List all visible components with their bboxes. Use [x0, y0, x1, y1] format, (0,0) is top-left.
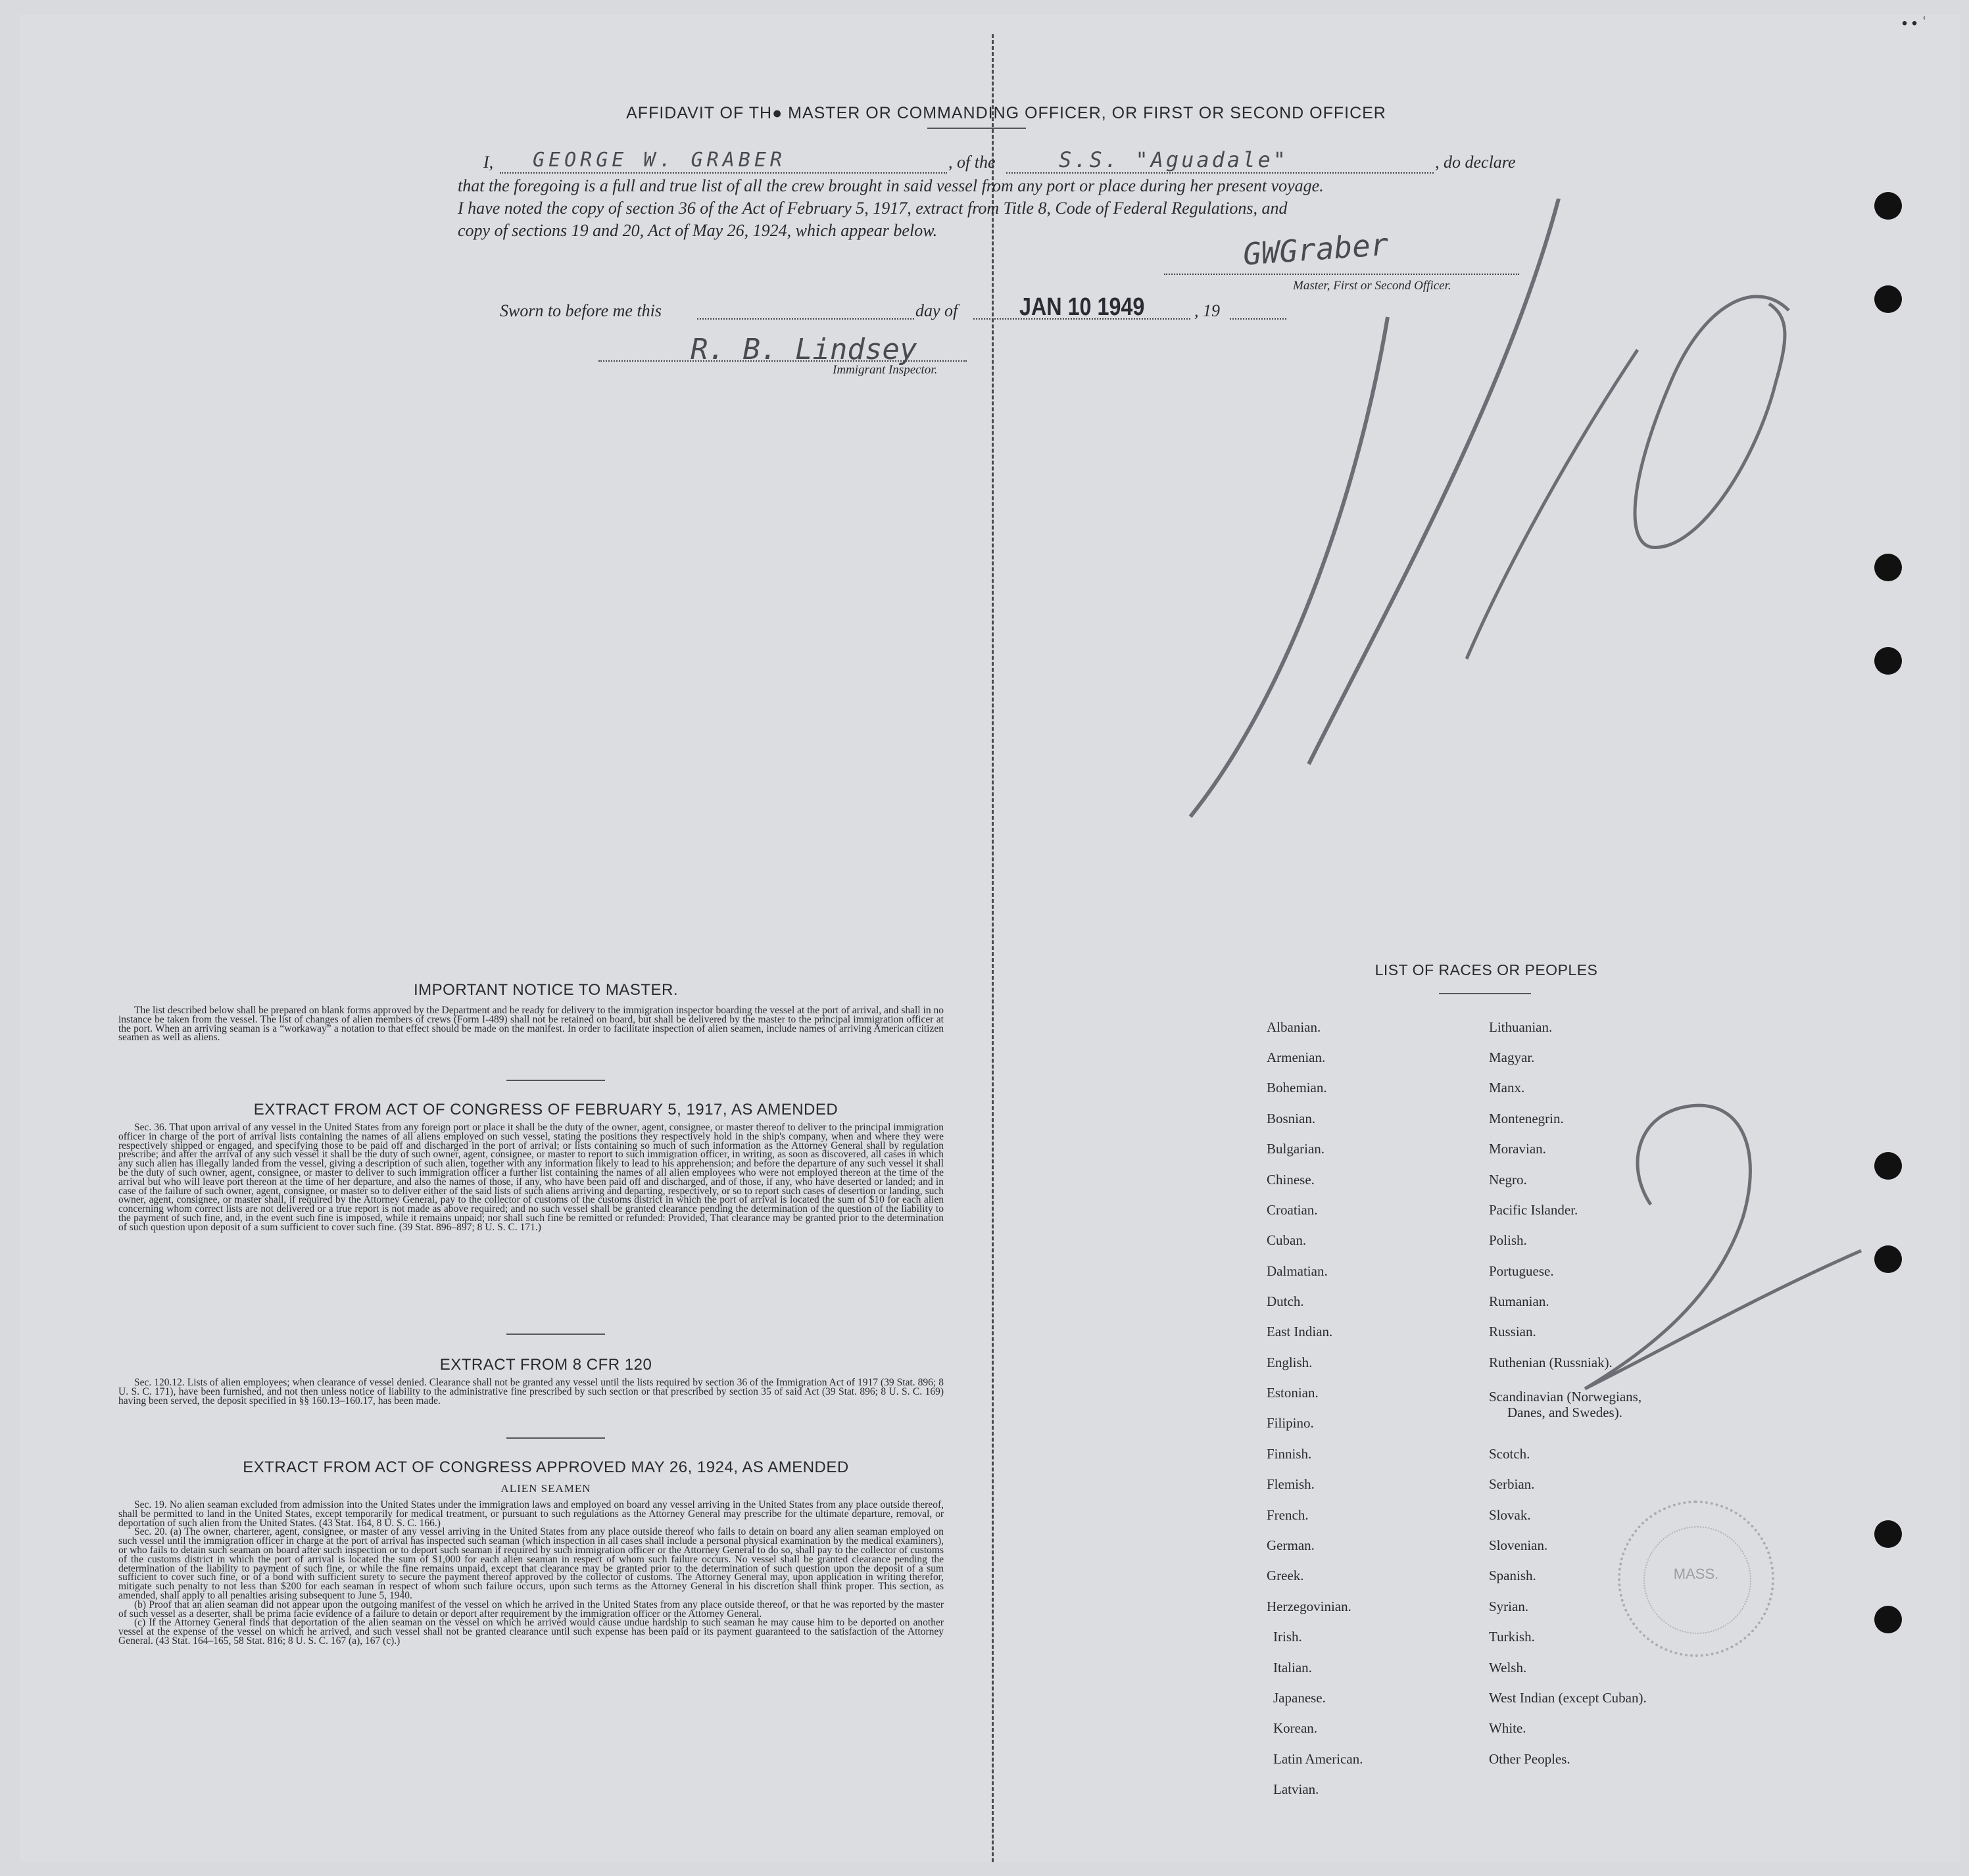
races-title: LIST OF RACES OR PEOPLES [1374, 961, 1598, 978]
race-item: Latin American. [1273, 1751, 1363, 1767]
year-label: , 19 [1194, 301, 1220, 320]
race-item: Lithuanian. [1489, 1019, 1553, 1035]
race-item: Polish. [1489, 1232, 1527, 1248]
race-item: Slovak. [1489, 1507, 1531, 1523]
race-item: Scotch. [1489, 1446, 1530, 1462]
extract-1917-body [118, 1123, 944, 1232]
inspector-caption: Immigrant Inspector. [833, 363, 938, 377]
extract-cfr-body [118, 1378, 944, 1405]
race-item: Chinese. [1267, 1172, 1315, 1188]
binder-hole [1874, 1245, 1902, 1273]
race-item: English. [1267, 1355, 1313, 1370]
race-item: Montenegrin. [1489, 1111, 1564, 1126]
notice-body [118, 1006, 944, 1042]
binder-hole [1874, 554, 1902, 581]
notice-paragraph: The list described below shall be prepared on blank forms approved by the Department and be ready for delivery to the immigration inspector boarding the vessel at the port of arrival, and shall in no instance be taken from the vessel. The list of changes of alien members of crews (Form I-489) shall not be retained on board, but shall be delivered by the master to the principal immigration officer at the port. When an arriving seaman is a “workaway” a notation to that effect should be made on the manifest. In order to facilitate inspection of alien seamen, include names of arriving American citizen seamen as well as aliens. [118, 1005, 944, 1044]
race-item: Dutch. [1267, 1293, 1304, 1309]
date-stamp: JAN 10 1949 [1019, 293, 1145, 321]
handwritten-count-top [1138, 199, 1795, 830]
race-item: Russian. [1489, 1324, 1536, 1339]
alien-seamen-subtitle: ALIEN SEAMEN [500, 1482, 591, 1495]
name-dotline [500, 172, 947, 174]
race-item: Croatian. [1267, 1202, 1318, 1218]
race-item: Scandinavian (Norwegians, [1489, 1389, 1642, 1405]
race-item: Finnish. [1267, 1446, 1312, 1462]
race-item: White. [1489, 1720, 1526, 1736]
notice-rule [506, 1080, 605, 1081]
race-item: German. [1267, 1537, 1315, 1553]
race-item: Flemish. [1267, 1476, 1315, 1492]
pencil-mark-svg [1138, 199, 1795, 830]
faint-seal-stamp [1618, 1501, 1774, 1657]
binder-hole [1874, 192, 1902, 220]
corner-mark: • • ʿ [1901, 14, 1927, 32]
race-item: Spanish. [1489, 1568, 1536, 1583]
sec20b-paragraph: (b) Proof that an alien seaman did not appear upon the outgoing manifest of the vessel on which he arrived in the United States from any place outside thereof, or that he was reported by the master of such vessel as a deserter, shall be prima facie evidence of a failure to detain or deport after requirement by the immigration officer or the Attorney General. [118, 1599, 944, 1620]
vessel-dotline [1006, 172, 1434, 174]
sec19-paragraph: Sec. 19. No alien seaman excluded from admission into the United States under the immigration laws and employed on board any vessel arriving in the United States from any place outside thereof, shall be permitted to land in the United States, except temporarily for medical treatment, or pursuant to such regulations as the Attorney General may prescribe for the ultimate departure, removal, or deportation of such alien from the United States. (43 Stat. 164, 8 U. S. C. 166.) [118, 1499, 944, 1529]
race-item: Albanian. [1267, 1019, 1321, 1035]
race-item: Italian. [1273, 1660, 1312, 1675]
declaration-line-4: copy of sections 19 and 20, Act of May 26, 1924, which appear below. [458, 221, 938, 240]
extract-1917-title: EXTRACT FROM ACT OF CONGRESS OF FEBRUARY 5, 1917, AS AMENDED [253, 1101, 839, 1118]
binder-hole [1874, 1520, 1902, 1548]
sworn-label: Sworn to before me this [500, 301, 662, 320]
race-item: Other Peoples. [1489, 1751, 1570, 1767]
race-item: East Indian. [1267, 1324, 1333, 1339]
race-item: Bosnian. [1267, 1111, 1316, 1126]
inspector-signature: R. B. Lindsey [691, 333, 917, 366]
officer-name: GEORGE W. GRABER [533, 149, 786, 172]
extract-1924-body [118, 1501, 944, 1646]
master-signature: GWGraber [1242, 226, 1390, 272]
title-rule [927, 128, 1026, 129]
race-item: Bohemian. [1267, 1080, 1327, 1095]
race-item: Negro. [1489, 1172, 1527, 1188]
race-item: Ruthenian (Russniak). [1489, 1355, 1613, 1370]
binder-hole [1874, 1152, 1902, 1180]
race-item: Danes, and Swedes). [1507, 1405, 1622, 1420]
race-item: Syrian. [1489, 1599, 1529, 1614]
race-item: Moravian. [1489, 1141, 1546, 1157]
race-item: Manx. [1489, 1080, 1525, 1095]
race-item: Dalmatian. [1267, 1263, 1328, 1279]
signature-caption: Master, First or Second Officer. [1293, 279, 1451, 293]
day-of-label: day of [915, 301, 958, 320]
vessel-name: S.S. "Aguadale" [1059, 147, 1288, 172]
of-the-label: , of the [948, 153, 996, 172]
race-item: Herzegovinian. [1267, 1599, 1351, 1614]
sec36-paragraph: Sec. 36. That upon arrival of any vessel in the United States from any foreign port or place it shall be the duty of the owner, agent, consignee, or master thereof to deliver to the principal immigration officer in charge of the port of arrival lists containing the names of all aliens employed on such vessel, stating the positions they respectively hold in the ship's company, when and where they were respectively shipped or engaged, and specifying those to be paid off and discharged in the port of arrival; or lists containing so much of such information as the Attorney General shall by regulation prescribe; and after the arrival of any such vessel it shall be the duty of such owner, agent, consignee, or master to report to such immigration officer, in writing, as soon as discovered, all cases in which any such alien has illegally landed from the vessel, giving a description of such alien, together with any information likely to lead to his apprehension; and before the departure of any such vessel it shall be the duty of such owner, agent, consignee, or master to deliver to such immigration officer a further list containing the names of all alien employees who were not employed thereon at the time of the arrival but who will leave port thereon at the time of her departure, and also the names of those, if any, who have been paid off and discharged, and of those, if any, who have deserted or landed; and in case of the failure of such owner, agent, consignee, or master so to deliver either of the said lists of such aliens arriving and departing, respectively, or so to report such cases of desertion or landing, such owner, agent, consignee, or master shall, if required by the Attorney General, pay to the collector of customs of the customs district in which the port of arrival is located the sum of $10 for each alien concerning whom correct lists are not delivered or a true report is not made as above required; and no such vessel shall be granted clearance pending the determination of the question of the liability to the payment of such fine, and, in the event such fine is imposed, while it remains unpaid; nor shall such fine be remitted or refunded: Provided, That clearance may be granted prior to the determination of such question upon deposit of a sum sufficient to cover such fine. (39 Stat. 896–897; 8 U. S. C. 171.) [118, 1122, 944, 1233]
race-item: Korean. [1273, 1720, 1318, 1736]
race-item: Irish. [1273, 1629, 1302, 1645]
notice-title: IMPORTANT NOTICE TO MASTER. [414, 981, 678, 999]
race-item: Latvian. [1273, 1781, 1319, 1797]
race-item: Cuban. [1267, 1232, 1307, 1248]
affidavit-title: AFFIDAVIT OF TH● MASTER OR COMMANDING OFFICER, OR FIRST OR SECOND OFFICER [626, 104, 1386, 122]
binder-hole [1874, 1606, 1902, 1633]
i-label: I, [483, 153, 494, 172]
center-fold [992, 34, 994, 1862]
declaration-line-2: that the foregoing is a full and true list of all the crew brought in said vessel from any port or place during her present voyage. [458, 176, 1324, 195]
race-item: West Indian (except Cuban). [1489, 1690, 1647, 1706]
binder-hole [1874, 647, 1902, 675]
sworn-day-dotline [697, 318, 914, 320]
declaration-line-3: I have noted the copy of section 36 of the Act of February 5, 1917, extract from Title 8, Code of Federal Regulations, and [458, 199, 1288, 218]
race-item: Estonian. [1267, 1385, 1319, 1401]
race-item: Slovenian. [1489, 1537, 1548, 1553]
document-page [20, 14, 1960, 1862]
race-item: Magyar. [1489, 1049, 1535, 1065]
inspector-dotline [598, 360, 967, 362]
race-item: Turkish. [1489, 1629, 1535, 1645]
race-item: Welsh. [1489, 1660, 1527, 1675]
race-item: Armenian. [1267, 1049, 1326, 1065]
race-item: Japanese. [1273, 1690, 1326, 1706]
extract-cfr-rule [506, 1437, 605, 1439]
sec20c-paragraph: (c) If the Attorney General finds that deportation of the alien seaman on the vessel on which he arrived would cause undue hardship to such seaman he may cause him to be deported on another vessel at the expense of the vessel on which he arrived, and such vessel shall not be granted clearance until such expense has been paid or its payment guaranteed to the satisfaction of the Attorney General. (43 Stat. 164–165, 58 Stat. 816; 8 U. S. C. 167 (a), 167 (c).) [118, 1617, 944, 1647]
race-item: French. [1267, 1507, 1309, 1523]
binder-hole [1874, 285, 1902, 313]
race-item: Greek. [1267, 1568, 1304, 1583]
sec20a-paragraph: Sec. 20. (a) The owner, charterer, agent, consignee, or master of any vessel arriving in the United States from any place outside thereof who fails to detain on board any alien seaman employed on such vessel until the immigration officer in charge at the port of arrival has inspected such seaman (which inspection in all cases shall include a personal physical examination by the medical examiners), or who fails to detain such seaman on board after such inspection or to deport such seaman if required by such immigration officer or the Attorney General to do so, shall pay to the collector of customs of the customs district in which the port of arrival is located the sum of $1,000 for each alien seaman in respect of whom such failure occurs. No vessel shall be granted clearance pending the determination of the liability to payment of such fine, or while the fine remains unpaid, except that clearance may be granted prior to the determination of such question upon the deposit of a sum sufficient to cover such fine, or of a bond with sufficient surety to secure the payment thereof approved by the collector of customs. The Attorney General may, upon application in writing therefor, mitigate such penalty to not less than $200 for each seaman in respect of whom such failure occurs, upon such terms as the Attorney General in his discretion shall think proper. This section, as amended, shall apply to all penalties arising subsequent to June 5, 1940. [118, 1526, 944, 1601]
race-item: Serbian. [1489, 1476, 1535, 1492]
race-item: Bulgarian. [1267, 1141, 1325, 1157]
race-item: Portuguese. [1489, 1263, 1554, 1279]
extract-cfr-title: EXTRACT FROM 8 CFR 120 [439, 1356, 652, 1374]
extract-1924-title: EXTRACT FROM ACT OF CONGRESS APPROVED MAY 26, 1924, AS AMENDED [243, 1458, 849, 1476]
extract-1917-rule [506, 1334, 605, 1335]
seal-text: MASS. [1673, 1566, 1719, 1582]
do-declare-label: , do declare [1435, 153, 1516, 172]
race-item: Filipino. [1267, 1415, 1314, 1431]
races-rule [1439, 993, 1531, 994]
sec120-paragraph: Sec. 120.12. Lists of alien employees; when clearance of vessel denied. Clearance shall not be granted any vessel until the lists required by section 36 of the Immigration Act of 1917 (39 Stat. 896; 8 U. S. C. 171), have been furnished, and not then unless notice of liability to the administrative fine prescribed by such section or that prescribed by section 35 of said Act (39 Stat. 896; 8 U. S. C. 169) having been served, the deposit specified in §§ 160.13–160.17, has been made. [118, 1377, 944, 1407]
race-item: Pacific Islander. [1489, 1202, 1578, 1218]
race-item: Rumanian. [1489, 1293, 1549, 1309]
